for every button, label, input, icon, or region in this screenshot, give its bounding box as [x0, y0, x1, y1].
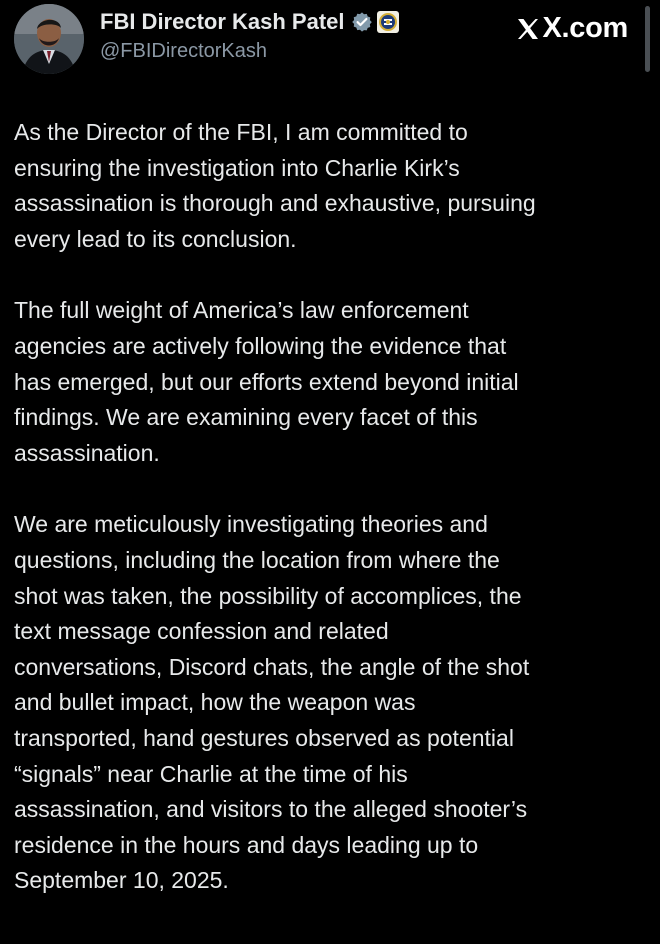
- site-watermark: [515, 12, 628, 45]
- author-name-row: [100, 6, 520, 38]
- verified-badge-icon: [351, 11, 373, 33]
- author-handle[interactable]: @FBIDirectorKash: [100, 40, 268, 62]
- x-logo-icon: [515, 16, 541, 42]
- post-paragraph: We are meticulously investigating theories and questions, including the location from where the shot was taken, the possibility of accomplices, the text message confession and related conversations, Discord chats, the angle of the shot and bullet impact, how the weapon was transported, hand gestures observed as potential “signals” near Charlie at the time of his assassination, and visitors to the alleged shooter’s residence in the hours and days leading up to September 10, 2025.: [14, 511, 530, 894]
- site-label: X.com: [542, 12, 628, 44]
- post-header: [14, 4, 654, 74]
- post-body: [14, 115, 650, 899]
- avatar[interactable]: [14, 4, 84, 74]
- fbi-seal-icon[interactable]: [377, 11, 399, 33]
- scrollbar[interactable]: [645, 6, 650, 72]
- author-display-name[interactable]: FBI Director Kash Patel: [100, 9, 345, 34]
- post-paragraph: The full weight of America’s law enforcement agencies are actively following the evidence that has emerged, but our efforts extend beyond initial findings. We are examining every facet of this assassination.: [14, 297, 519, 466]
- author-block: [100, 6, 520, 63]
- post-paragraph: As the Director of the FBI, I am committed to ensuring the investigation into Charlie Kirk’s assassination is thorough and exhaustive, pursuing every lead to its conclusion.: [14, 119, 536, 252]
